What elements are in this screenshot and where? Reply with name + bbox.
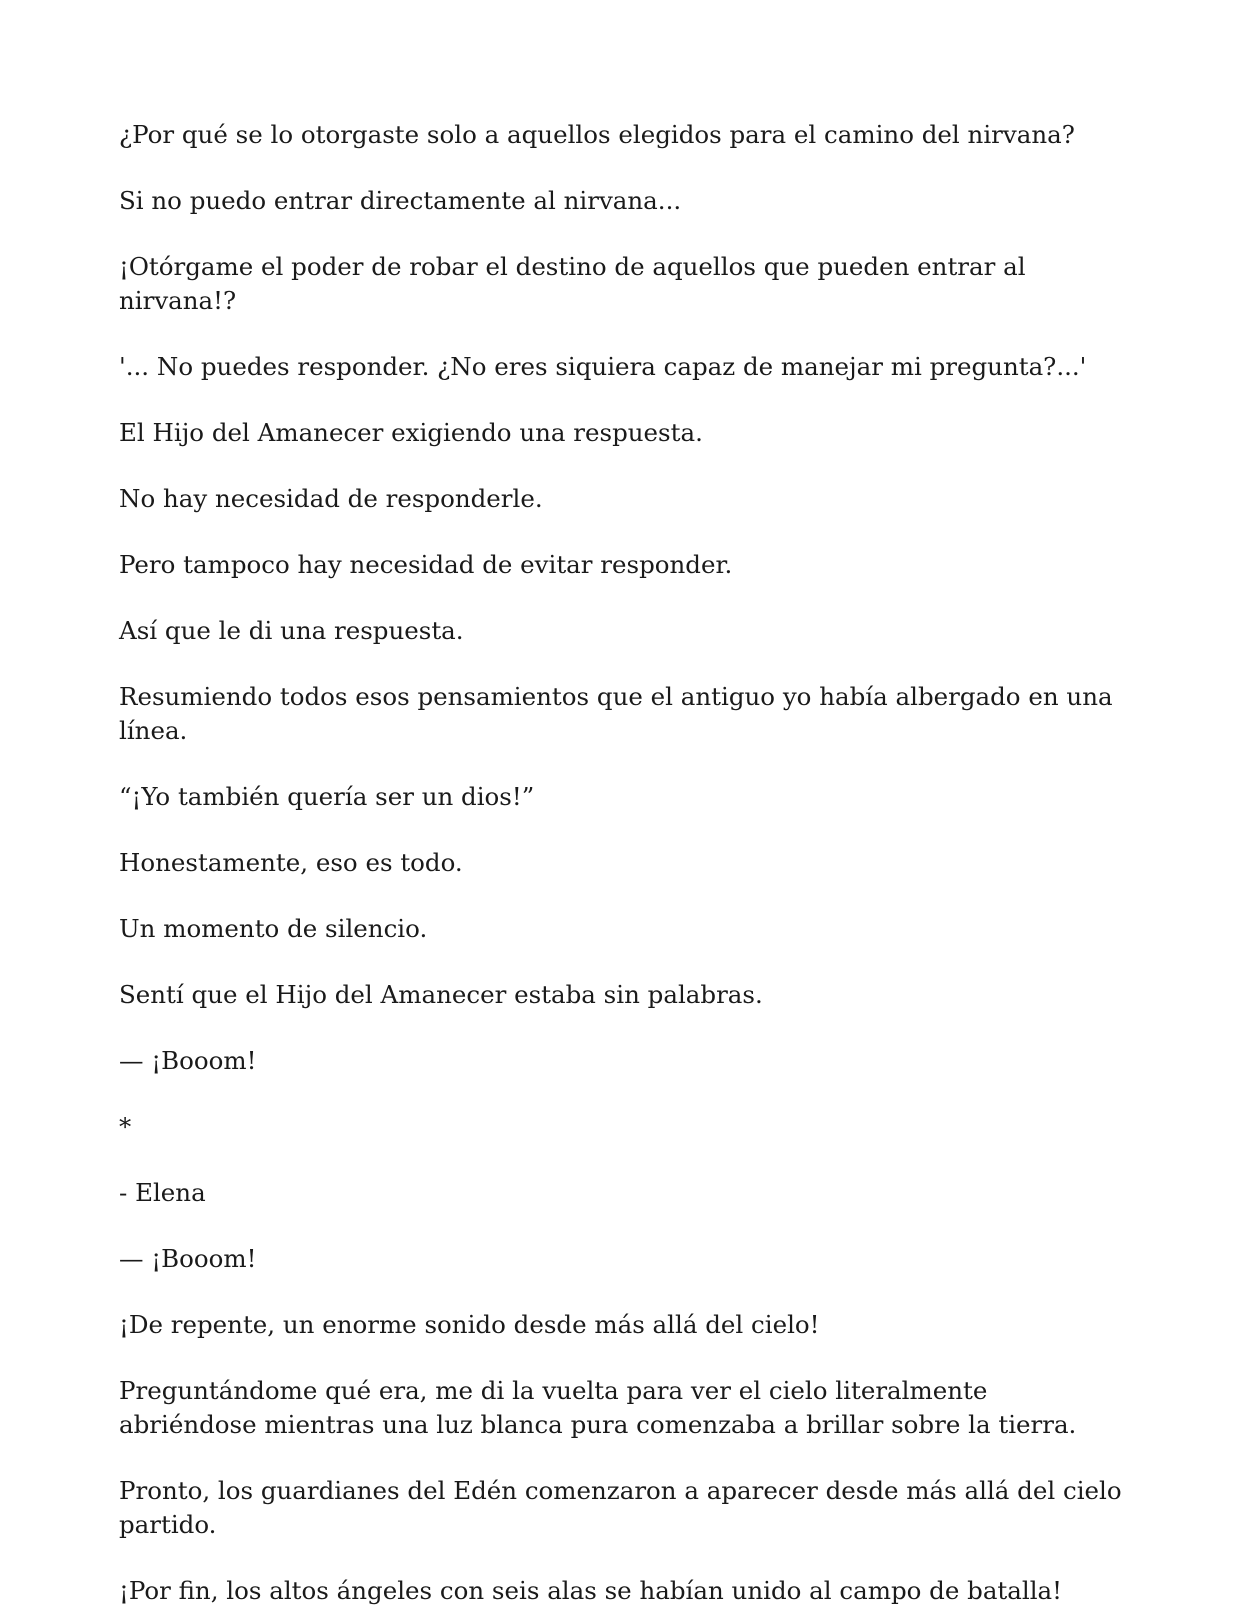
paragraph: Pronto, los guardianes del Edén comenzaron a aparecer desde más allá del cielo partido. <box>119 1476 1122 1539</box>
paragraph: Honestamente, eso es todo. <box>119 848 463 877</box>
paragraph: ¿Por qué se lo otorgaste solo a aquellos elegidos para el camino del nirvana? <box>119 120 1075 149</box>
paragraph: Si no puedo entrar directamente al nirvana... <box>119 186 682 215</box>
paragraph: ¡Otórgame el poder de robar el destino de aquellos que pueden entrar al nirvana!? <box>119 252 1026 315</box>
paragraph: El Hijo del Amanecer exigiendo una respuesta. <box>119 418 703 447</box>
paragraph: ¡De repente, un enorme sonido desde más allá del cielo! <box>119 1310 820 1339</box>
paragraph: Resumiendo todos esos pensamientos que el antiguo yo había albergado en una línea. <box>119 682 1113 745</box>
paragraph: Sentí que el Hijo del Amanecer estaba sin palabras. <box>119 980 763 1009</box>
paragraph: Pero tampoco hay necesidad de evitar responder. <box>119 550 733 579</box>
scene-break: * <box>119 1112 132 1141</box>
document-body <box>119 118 1129 1617</box>
paragraph: — ¡Booom! <box>119 1244 257 1273</box>
paragraph: “¡Yo también quería ser un dios!” <box>119 782 535 811</box>
paragraph: No hay necesidad de responderle. <box>119 484 543 513</box>
paragraph: Así que le di una respuesta. <box>119 616 464 645</box>
paragraph: — ¡Booom! <box>119 1046 257 1075</box>
paragraph: '... No puedes responder. ¿No eres siquiera capaz de manejar mi pregunta?...' <box>119 352 1087 381</box>
paragraph: Preguntándome qué era, me di la vuelta para ver el cielo literalmente abriéndose mientras una luz blanca pura comenzaba a brillar sobre la tierra. <box>119 1376 1077 1439</box>
paragraph: Un momento de silencio. <box>119 914 428 943</box>
paragraph: ¡Por fin, los altos ángeles con seis alas se habían unido al campo de batalla! <box>119 1576 1063 1605</box>
pov-marker: - Elena <box>119 1178 206 1207</box>
